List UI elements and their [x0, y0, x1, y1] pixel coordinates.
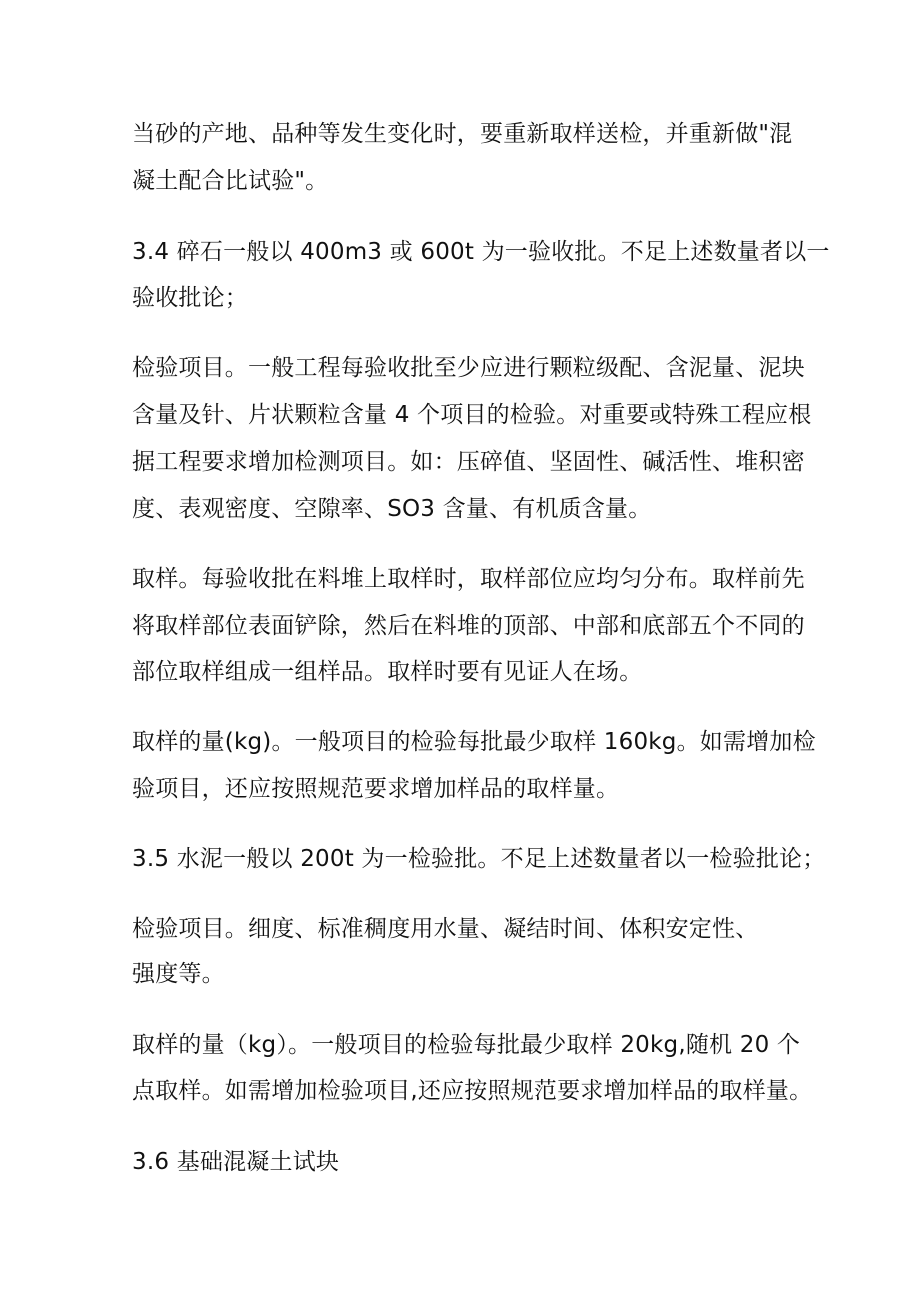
text-line: 部位取样组成一组样品。取样时要有见证人在场。 — [132, 659, 643, 685]
section-heading-3-5: 3.5 水泥一般以 200t 为一检验批。不足上述数量者以一检验批论； — [132, 846, 826, 872]
text-line: 含量及针、片状颗粒含量 4 个项目的检验。对重要或特殊工程应根 — [132, 402, 812, 428]
text-line: 度、表观密度、空隙率、SO3 含量、有机质含量。 — [132, 496, 652, 522]
text-line: 验收批论； — [132, 285, 248, 311]
text-line: 将取样部位表面铲除，然后在料堆的顶部、中部和底部五个不同的 — [132, 613, 805, 639]
text-line: 验项目，还应按照规范要求增加样品的取样量。 — [132, 776, 620, 802]
text-line: 检验项目。一般工程每验收批至少应进行颗粒级配、含泥量、泥块 — [132, 355, 805, 381]
section-heading-3-6: 3.6 基础混凝土试块 — [132, 1149, 340, 1175]
text-line: 当砂的产地、品种等发生变化时，要重新取样送检，并重新做"混 — [132, 121, 793, 147]
text-line: 据工程要求增加检测项目。如：压碎值、坚固性、碱活性、堆积密 — [132, 449, 805, 475]
text-line: 取样。每验收批在料堆上取样时，取样部位应均匀分布。取样前先 — [132, 566, 805, 592]
text-line: 取样的量（kg）。一般项目的检验每批最少取样 20kg,随机 20 个 — [132, 1032, 801, 1058]
text-line: 点取样。如需增加检验项目,还应按照规范要求增加样品的取样量。 — [132, 1078, 813, 1104]
text-line: 凝土配合比试验"。 — [132, 168, 329, 194]
section-heading-3-4: 3.4 碎石一般以 400m3 或 600t 为一验收批。不足上述数量者以一 — [132, 239, 830, 265]
text-line: 检验项目。细度、标准稠度用水量、凝结时间、体积安定性、 — [132, 916, 759, 942]
text-line: 强度等。 — [132, 961, 225, 987]
text-line: 取样的量(kg)。一般项目的检验每批最少取样 160kg。如需增加检 — [132, 729, 816, 755]
